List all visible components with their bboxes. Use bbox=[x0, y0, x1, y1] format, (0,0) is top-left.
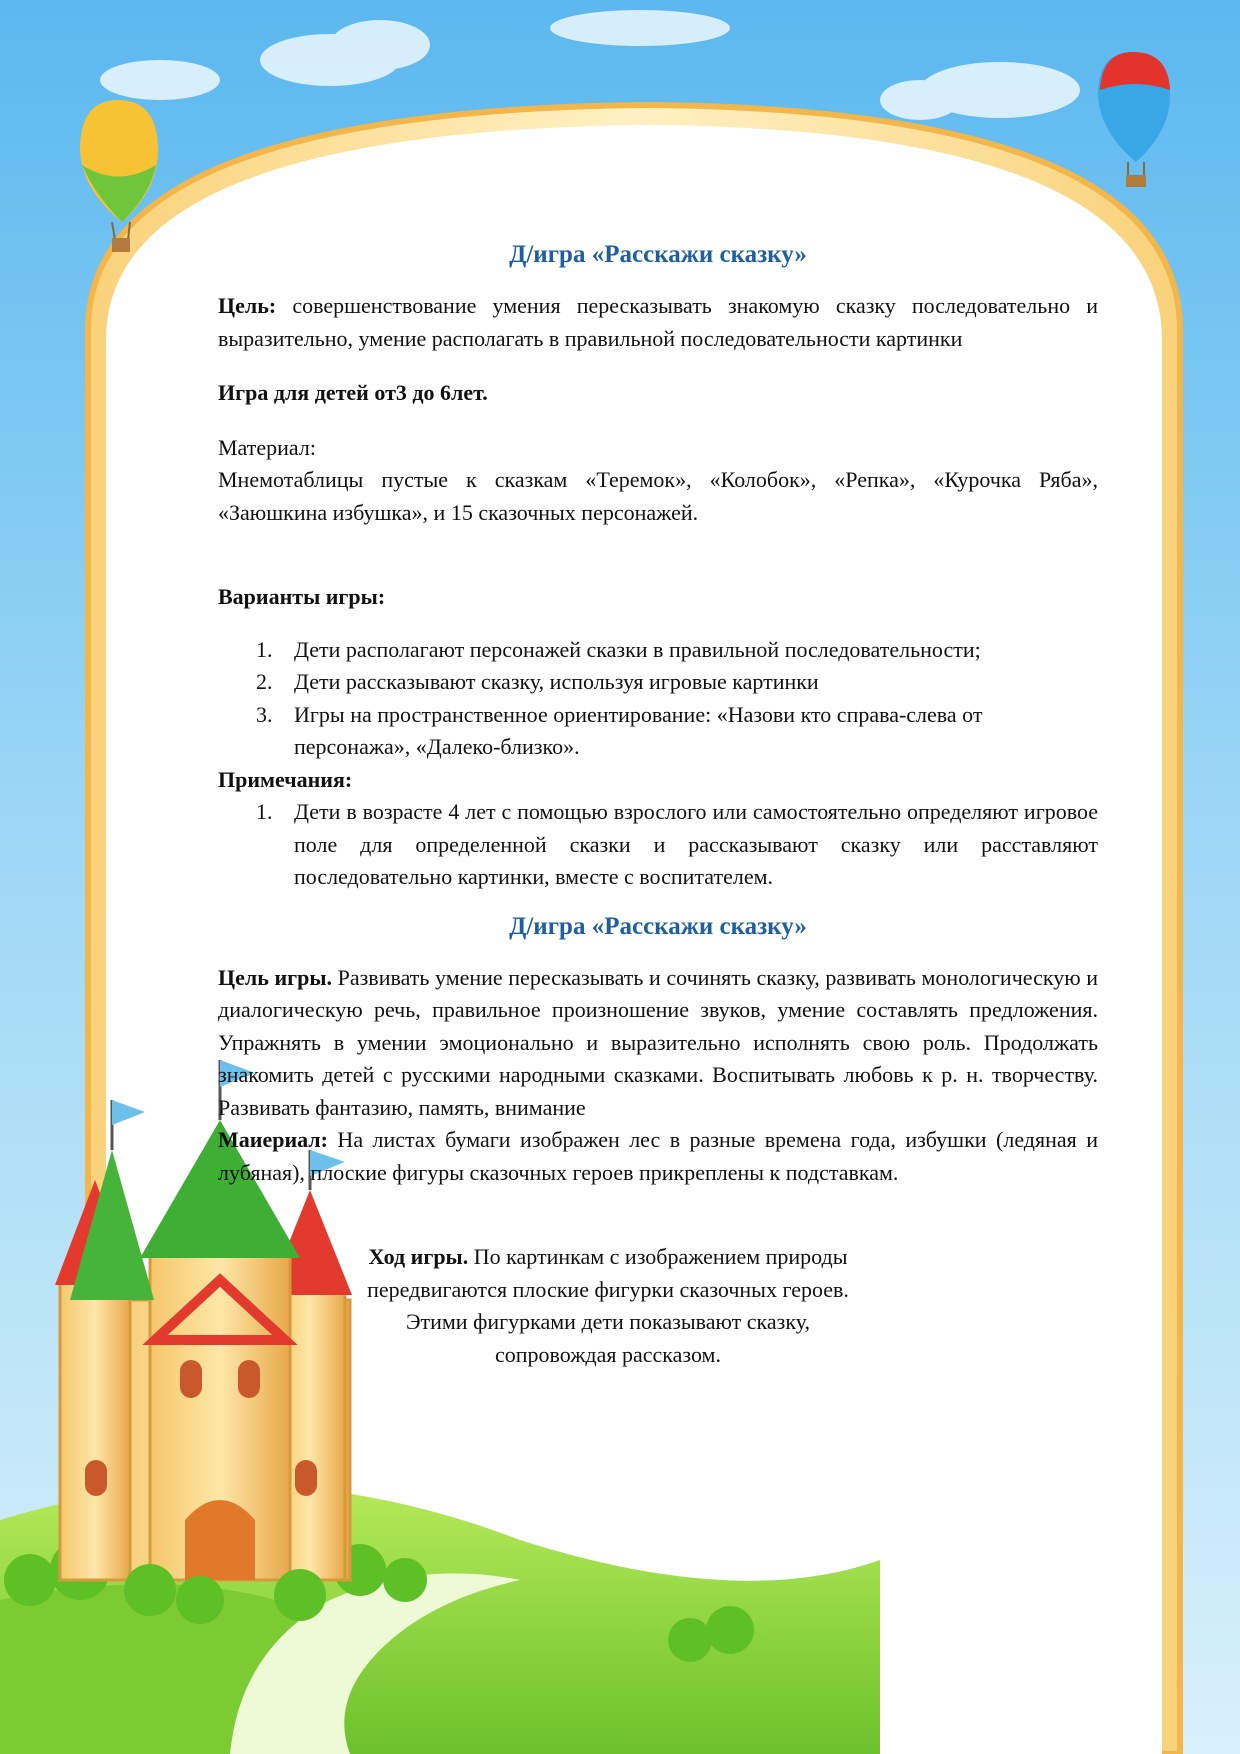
document-body bbox=[218, 238, 1098, 1371]
material-label: Маиериал: bbox=[218, 1127, 328, 1152]
material-text: На листах бумаги изображен лес в разные времена года, избушки (ледяная и лубяная), плоские фигуры сказочных героев прикреплены к подставкам. bbox=[218, 1127, 1098, 1185]
section1-title: Д/игра «Расскажи сказку» bbox=[509, 241, 807, 268]
notes-label: Примечания: bbox=[218, 766, 353, 792]
notes-list bbox=[218, 796, 1098, 894]
list-item: 1. Дети располагают персонажей сказки в правильной последовательности; bbox=[256, 636, 981, 662]
goal-label: Цель: bbox=[218, 293, 277, 318]
material-text: Мнемотаблицы пустые к сказкам «Теремок», «Колобок», «Репка», «Курочка Ряба», «Заюшкина избушка», и 15 сказочных персонажей. bbox=[218, 467, 1098, 525]
goal-text: совершенствование умения пересказывать знакомую сказку последовательно и выразительно, умение располагать в правильной последовательности картинки bbox=[218, 293, 1098, 351]
age-range: Игра для детей от3 до 6лет. bbox=[218, 380, 488, 405]
section2-material bbox=[218, 1124, 1098, 1189]
goal-text: Развивать умение пересказывать и сочинять сказку, развивать монологическую и диалогическую речь, правильное произношение звуков, умение составлять предложения. Упражнять в умении эмоционально и выразительно исполнять свою роль. Продолжать знакомить детей с русскими народными сказками. Воспитывать любовь к р. н. творчеству. Развивать фантазию, память, внимание bbox=[218, 964, 1098, 1120]
course-label: Ход игры. bbox=[368, 1244, 469, 1269]
goal-label: Цель игры. bbox=[218, 964, 333, 990]
variants-label: Варианты игры: bbox=[218, 584, 386, 609]
list-item: 3. Игры на пространственное ориентирование: «Назови кто справа-слева от персонажа», «Далеко-близко». bbox=[256, 701, 983, 759]
list-item: 2. Дети рассказывают сказку, используя игровые картинки bbox=[256, 669, 819, 694]
game-course: Ход игры. По картинкам с изображением природы передвигаются плоские фигурки сказочных героев. Этими фигурками дети показывают сказку, сопровождая рассказом. bbox=[367, 1244, 849, 1367]
section1-goal bbox=[218, 290, 1098, 355]
section2-goal bbox=[218, 962, 1098, 1125]
section2-title: Д/игра «Расскажи сказку» bbox=[509, 912, 807, 940]
list-item: 1. Дети в возрасте 4 лет с помощью взрослого или самостоятельно определяют игровое поле для определенной сказки и рассказывают сказку или расставляют последовательно картинки, вместе с воспитателем. bbox=[256, 799, 1098, 889]
material-label: Материал: bbox=[218, 434, 316, 460]
variants-list bbox=[218, 634, 1098, 764]
